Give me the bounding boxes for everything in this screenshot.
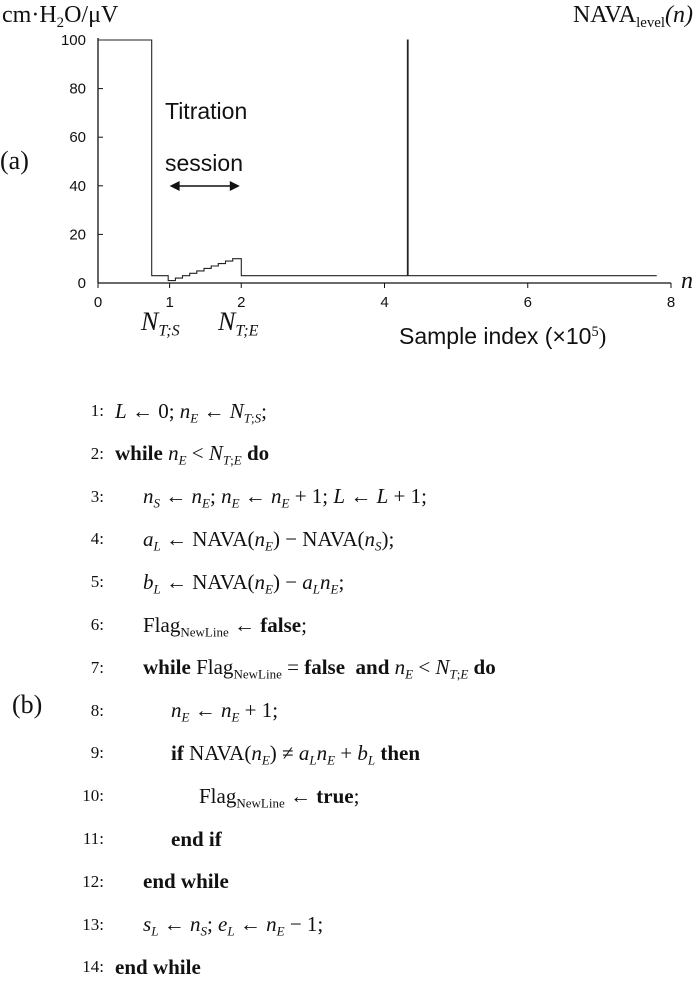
line-code: $s_L$ ← $n_S$; $e_L$ ← $n_E - 1$; [143,912,324,939]
line-code: end if [171,826,222,851]
line-code: end while [115,954,201,979]
marker-start-sub: T;S [158,322,180,340]
y-tick-label: 20 [69,226,86,244]
signal-subscript: level [636,15,666,32]
signal-arg: (n) [665,2,693,28]
line-code: Flag$_{NewLine}$ ← true; [199,783,360,811]
line-code: Flag$_{NewLine}$ ← false; [143,612,307,640]
x-tick-label: 4 [380,294,389,311]
y-unit-text: cm·H [2,2,57,28]
x-axis-label-close: ) [598,324,607,349]
line-number: 5: [90,572,104,592]
line-code: L ← 0; $n_E$ ← $N_{T;S}$; [115,398,267,426]
algorithm-line [0,524,699,554]
algorithm-line [0,824,699,854]
line-number: 9: [90,743,104,763]
algorithm-line [0,439,699,469]
marker-end-symbol: N [218,307,236,336]
line-number: 11: [82,829,104,848]
x-tick-label: 1 [165,294,174,311]
line-code: $b_L$ ← $NAVA(n_E) - a_Ln_E$; [143,569,345,597]
x-axis-symbol: n [681,268,693,294]
algorithm-line [0,653,699,683]
part-b-label: (b) [12,690,43,719]
line-number: 12: [82,871,104,891]
marker-start-symbol: N [141,307,159,336]
x-axis-label-text: Sample index (×10 [399,323,592,349]
line-code: while Flag$_{NewLine}$ = false and $n_E < N_{T;E}$ do [143,655,496,682]
x-axis-label-exponent: 5 [591,324,599,341]
y-unit-rest: O/μV [64,2,119,28]
line-code: if $NAVA(n_E) \ne a_Ln_E + b_L$ then [171,740,421,768]
algorithm-line [0,867,699,897]
y-tick-label: 80 [69,80,86,98]
algorithm-line [0,610,699,640]
y-tick-label: 40 [69,177,86,195]
algorithm-line [0,396,699,426]
line-code: $n_S$ ← $n_E$; $n_E$ ← $n_E + 1$; L ← L + 1; [143,484,427,511]
y-tick-label: 60 [69,129,86,147]
x-tick-label: 6 [523,294,532,311]
line-number: 2: [90,443,104,463]
line-code: $n_E$ ← $n_E + 1$; [171,698,279,725]
x-tick-label: 2 [237,294,246,311]
line-number: 8: [90,700,104,720]
line-number: 14: [82,957,104,977]
y-unit-subscript: 2 [56,15,65,32]
x-tick-label: 0 [93,294,103,311]
marker-end-sub: T;E [235,322,259,340]
line-number: 7: [90,657,104,677]
line-code: while $n_E < N_{T;E}$ do [115,441,270,468]
line-number: 1: [90,401,104,420]
algorithm-line [0,910,699,940]
line-number: 10: [82,786,104,806]
annotation-session: session [165,150,243,176]
line-number: 6: [90,615,104,634]
line-number: 13: [82,914,104,934]
algorithm-line [0,482,699,512]
y-tick-label: 0 [77,275,86,292]
part-a-label: (a) [0,146,29,175]
line-code: end while [143,869,229,894]
line-number: 4: [90,529,104,549]
algorithm-line [0,952,699,982]
x-tick-label: 8 [666,294,676,311]
y-tick-label: 100 [60,32,86,49]
line-code: $a_L$ ← $NAVA(n_E)$ − $NAVA(n_S)$; [143,526,395,554]
algorithm-line [0,567,699,597]
annotation-titration: Titration [165,98,248,124]
line-number: 3: [90,486,104,506]
signal-name: NAVA [572,2,637,28]
algorithm-line [0,696,699,726]
algorithm-line [0,781,699,811]
algorithm-line [0,738,699,768]
